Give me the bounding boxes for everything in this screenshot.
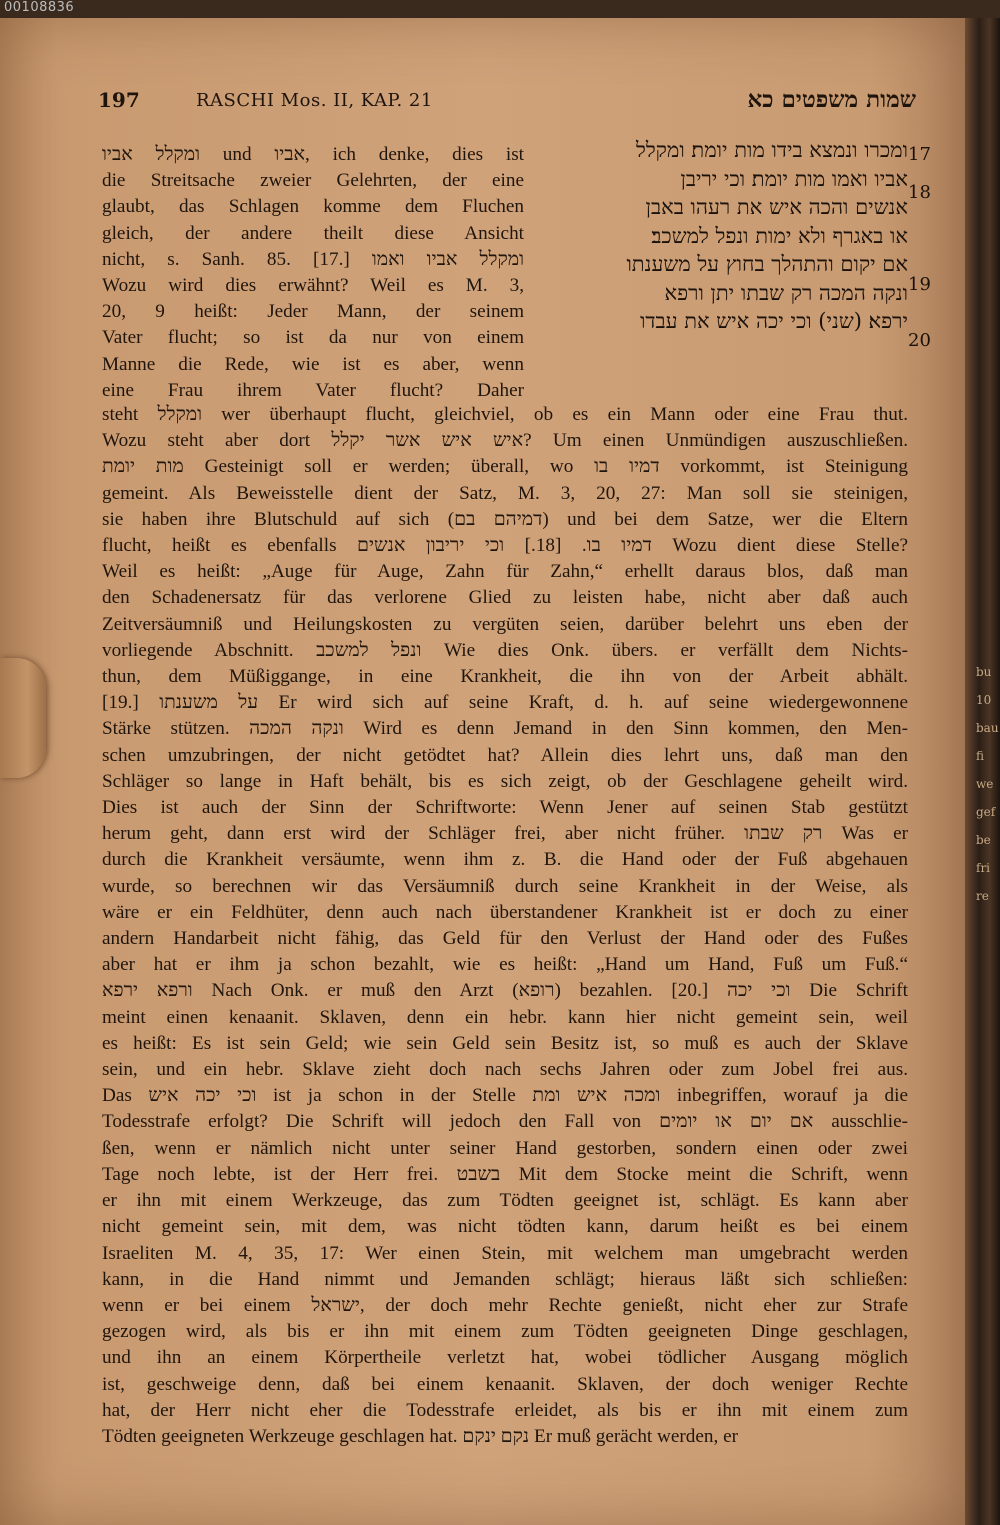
commentary-line: Todesstrafe erfolgt? Die Schrift will jedoch den Fall von אם יום או יומים ausschlie- [102,1111,908,1133]
hebrew-line: אביו ואמו מות יומת׃ וכי יריבן [680,166,908,191]
verse-number: 19 [908,274,931,295]
commentary-line: aber hat er ihm ja schon bezahlt, wie es heißt: „Hand um Hand, Fuß um Fuß.“ [102,954,908,976]
commentary-line: Das וכי יכה איש ist ja schon in der Stelle ומכה איש ומת inbegriffen, worauf ja die [102,1085,908,1107]
hebrew-line: אנשים והכה איש את רעהו באבן [645,195,908,219]
hebrew-line: או באגרף ולא ימות ונפל למשכב׃ [651,223,908,248]
edge-text-fragment: be [976,833,991,847]
commentary-line: herum geht, dann erst wird der Schläger frei, aber nicht früher. רק שבתו Was er [102,823,908,845]
edge-text-fragment: gef [976,805,996,819]
edge-text-fragment: fi [976,749,985,763]
hebrew-text-block [528,136,908,366]
page-edge [965,18,1000,1525]
commentary-line: Israeliten M. 4, 35, 17: Wer einen Stein, mit welchem man umgebracht werden [102,1242,908,1264]
commentary-line: sein, und ein hebr. Sklave zieht doch nach sechs Jahren oder zum Jobel frei aus. [102,1059,908,1081]
commentary-line: Vater flucht; so ist da nur von einem [102,327,524,349]
commentary-line: Wozu wird dies erwähnt? Weil es M. 3, [102,275,524,297]
commentary-line: es heißt: Es ist sein Geld; wie sein Geld sein Besitz ist, so muß es auch der Sklave [102,1032,908,1054]
edge-text-fragment: fri [976,861,991,875]
commentary-line: nicht gemeint sein, mit dem, was nicht tödten kann, darum heißt es bei einem [102,1216,908,1238]
commentary-narrow-column [102,142,524,404]
commentary-line: kann, in die Hand nimmt und Jemanden schlägt; hieraus läßt sich schließen: [102,1268,908,1290]
commentary-line: ומקלל אביו und אביו, ich denke, dies ist [102,144,524,165]
page-header [96,86,916,116]
commentary-line: nicht, s. Sanh. 85. [17.] ומקלל אביו ואמו [102,248,524,270]
commentary-line: ורפא ירפא Nach Onk. er muß den Arzt (רופא) bezahlen. [20.] וכי יכה Die Schrift [102,980,908,1002]
commentary-line: hat, der Herr nicht eher die Todesstrafe erleidet, als bis er ihn mit einem zum [102,1399,908,1421]
commentary-line: Tage noch lebte, ist der Herr frei. בשבט Mit dem Stocke meint die Schrift, wenn [102,1163,908,1185]
commentary-line: steht ומקלל wer überhaupt flucht, gleichviel, ob es ein Mann oder eine Frau thut. [102,404,908,425]
scan-id: 00108836 [4,0,75,15]
commentary-line: er ihn mit einem Werkzeuge, das zum Tödten geeignet ist, schlägt. Es kann aber [102,1190,908,1212]
commentary-line: [19.] על משענתו Er wird sich auf seine Kraft, d. h. auf seine wiedergewonnene [102,692,908,714]
hebrew-line: אם יקום והתהלך בחוץ על משענתו [626,252,908,276]
commentary-line: ist, geschweige denn, daß bei einem kenaanit. Sklaven, der doch weniger Rechte [102,1373,908,1395]
book-page [0,18,965,1525]
commentary-line: Manne die Rede, wie ist es aber, wenn [102,353,524,375]
commentary-line: gezogen wird, als bis er ihn mit einem zum Tödten geeigneten Dinge geschlagen, [102,1321,908,1343]
commentary-wide-column [102,402,908,1450]
running-title: RASCHI Mos. II, KAP. 21 [196,90,433,111]
commentary-line: wenn er bei einem ישראל, der doch mehr Rechte genießt, nicht eher zur Strafe [102,1294,908,1316]
commentary-line: Stärke stützen. ונקה המכה Wird es denn Jemand in den Sinn kommen, den Men- [102,718,908,740]
commentary-line: und ihn an einem Körpertheile verletzt hat, wobei tödlicher Ausgang möglich [102,1347,908,1369]
page-number: 197 [98,88,140,112]
commentary-line: eine Frau ihrem Vater flucht? Daher [102,379,524,401]
edge-text-fragment: bu [976,665,992,679]
commentary-line: schen umzubringen, der nicht getödtet hat? Allein dies lehrt uns, daß man den [102,744,908,766]
commentary-line: Dies ist auch der Sinn der Schriftworte: Wenn Jener auf seinen Stab gestützt [102,797,908,819]
commentary-line: gleich, der andere theilt diese Ansicht [102,222,524,244]
commentary-line: den Schadenersatz für das verlorene Glied zu leisten habe, nicht aber daß auch [102,587,908,609]
commentary-line: thun, dem Müßiggange, in eine Krankheit, die ihn von der Arbeit abhält. [102,666,908,688]
commentary-line: vorliegende Abschnitt. ונפל למשכב Wie dies Onk. übers. er verfällt dem Nichts- [102,639,908,661]
commentary-line: glaubt, das Schlagen komme dem Fluchen [102,196,524,218]
commentary-line: die Streitsache zweier Gelehrten, der eine [102,170,524,192]
edge-text-fragment: 10 [976,693,992,707]
edge-text [976,658,999,910]
commentary-line: Tödten geeigneten Werkzeuge geschlagen hat. נקם ינקם Er muß gerächt werden, er [102,1425,739,1447]
verse-number: 17 [908,144,931,165]
hebrew-line: ונקה המכה רק שבתו יתן ורפא [664,280,908,305]
commentary-line: sie haben ihre Blutschuld auf sich (דמיהם בם) und bei dem Satze, wer die Eltern [102,508,908,530]
commentary-line: gemeint. Als Beweisstelle dient der Satz, M. 3, 20, 27: Man soll sie steinigen, [102,482,908,504]
commentary-line: Weil es heißt: „Auge für Auge, Zahn für Zahn,“ erhellt daraus blos, daß man [102,561,908,583]
commentary-line: 20, 9 heißt: Jeder Mann, der seinem [102,301,524,323]
verse-numbers [908,144,953,364]
commentary-line: meint einen kenaanit. Sklaven, denn ein hebr. kann hier nicht gemeint sein, weil [102,1006,908,1028]
edge-text-fragment: we [976,777,994,791]
commentary-line: wurde, so berechnen wir das Versäumniß durch seine Krankheit in der Weise, als [102,875,908,897]
commentary-line: מות יומת Gesteinigt soll er werden; überall, wo דמיו בו vorkommt, ist Steinigung [102,456,908,478]
commentary-line: durch die Krankheit versäumte, wenn ihm z. B. die Hand oder der Fuß abgehauen [102,849,908,871]
commentary-line: Zeitversäumniß und Heilungskosten zu vergüten seien, darüber belehrt uns eben der [102,613,908,635]
hebrew-title: שמות משפטים כא [747,86,916,113]
edge-text-fragment: re [976,889,989,903]
hebrew-line: ירפא׃ (שני) וכי יכה איש את עבדו [640,309,908,333]
commentary-line: ßen, wenn er nämlich nicht unter seiner Hand gestorben, sondern einen oder zwei [102,1137,908,1159]
verse-number: 20 [908,330,931,351]
commentary-line: andern Handarbeit nicht fähig, das Geld für den Verlust der Hand oder des Fußes [102,928,908,950]
edge-text-fragment: bau [976,721,999,735]
hebrew-line: ומכרו ונמצא בידו מות יומת׃ ומקלל [636,138,908,162]
commentary-line: Schläger so lange in Haft behält, bis es sich zeigt, ob der Geschlagene geheilt wird. [102,770,908,792]
commentary-line: Wozu steht aber dort איש איש אשר יקלל? Um einen Unmündigen auszuschließen. [102,430,908,452]
commentary-line: flucht, heißt es ebenfalls דמיו בו. [18.] וכי יריבון אנשים Wozu dient diese Stelle? [102,535,908,557]
verse-number: 18 [908,182,931,203]
book-clasp [0,658,46,778]
commentary-line: wäre er ein Feldhüter, denn auch nach überstandener Krankheit ist er doch zu einer [102,901,908,923]
